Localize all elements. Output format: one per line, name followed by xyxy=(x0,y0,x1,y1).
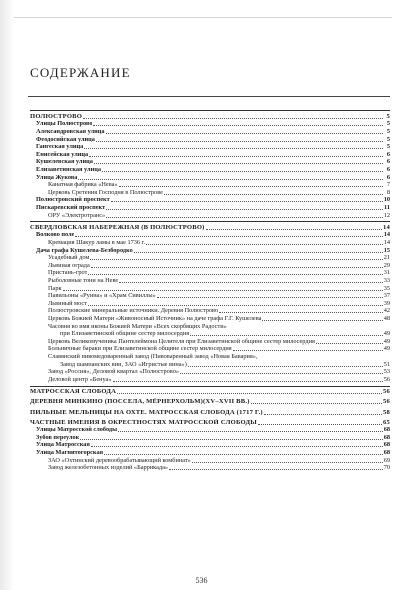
toc-entry[interactable] xyxy=(30,409,390,417)
toc-entry-title: Полюстровский проспект xyxy=(36,196,110,204)
toc-entry-page: 48 xyxy=(383,315,390,322)
toc-entry-title: Гангеская улица xyxy=(36,143,84,151)
toc-entry-page: 49 xyxy=(383,330,390,338)
toc-entry-page: 68 xyxy=(383,449,390,457)
toc-entry-page: 14 xyxy=(383,223,390,231)
toc-entry-title: Улица Магнитогорская xyxy=(36,449,104,457)
toc-entry-page: 12 xyxy=(383,211,390,219)
toc-entry-page: 5 xyxy=(386,112,390,120)
toc-entry-title: Часовня во имя иконы Божией Матери «Всех скорбящих Радости» xyxy=(48,322,227,330)
dot-leader xyxy=(93,125,383,126)
toc-entry-page: 15 xyxy=(383,246,390,254)
toc-entry[interactable] xyxy=(30,120,390,128)
dot-leader xyxy=(91,446,383,447)
toc-entry-page: 6 xyxy=(386,150,390,158)
toc-entry[interactable] xyxy=(30,269,390,277)
dot-leader xyxy=(80,439,382,440)
toc-entry-page: 37 xyxy=(383,292,390,300)
toc-entry-title: ДЕРЕВНЯ МИНКИНО (ПОССЕЛА, МЁРНЕРХОЛЬМ)(XV–XVII ВВ.) xyxy=(30,398,250,406)
dot-leader xyxy=(169,469,383,470)
toc-entry-title: Деловой центр «Бенуа» xyxy=(48,375,112,383)
toc-entry-page: 5 xyxy=(386,143,390,151)
toc-entry-title: Улица Жукова xyxy=(36,173,78,181)
toc-entry-title: Кушелевская улица xyxy=(36,158,93,166)
toc-entry-page: 6 xyxy=(386,158,390,166)
toc-entry-page: 14 xyxy=(383,231,390,239)
toc-entry[interactable] xyxy=(30,151,390,159)
dot-leader xyxy=(84,148,383,149)
toc-entry-page: 65 xyxy=(383,418,390,426)
dot-leader xyxy=(106,209,383,210)
toc-entry[interactable] xyxy=(30,239,390,247)
toc-entry-title: Завод железобетонных изделий «Баррикада» xyxy=(48,464,169,472)
toc-entry-page: 49 xyxy=(383,337,390,345)
toc-entry-title: Церковь Великомученика Пантелеймона Целителя при Елизаветинской общине сестер милосердия xyxy=(48,337,315,345)
dot-leader xyxy=(89,156,383,157)
toc-entry-page: 14 xyxy=(383,239,390,247)
toc-entry-page: 5 xyxy=(386,135,390,143)
toc-entry[interactable] xyxy=(30,457,390,465)
toc-entry[interactable] xyxy=(30,368,390,376)
dot-leader xyxy=(192,462,383,463)
toc-entry-title: Елизаветинская улица xyxy=(36,165,101,173)
toc-entry[interactable] xyxy=(30,307,390,315)
title-rule xyxy=(28,96,390,97)
toc-entry[interactable] xyxy=(30,221,390,231)
toc-entry[interactable] xyxy=(30,338,390,346)
toc-entry-title: Львиный мост xyxy=(48,299,87,307)
toc-entry-title: Рыболовные тони на Неве xyxy=(48,277,119,285)
dot-leader xyxy=(134,252,383,253)
toc-entry-title: ПОЛЮСТРОВО xyxy=(30,112,83,120)
toc-entry[interactable] xyxy=(30,361,390,369)
dot-leader xyxy=(78,179,383,180)
dot-leader xyxy=(118,431,383,432)
dot-leader xyxy=(102,171,383,172)
toc-entry[interactable] xyxy=(30,353,390,361)
toc-entry[interactable] xyxy=(30,434,390,442)
dot-leader xyxy=(106,133,383,134)
toc-entry[interactable] xyxy=(30,323,390,331)
toc-entry-title: при Елизаветинской общине сестер милосердия xyxy=(60,330,190,338)
dot-leader xyxy=(119,186,383,187)
toc-entry[interactable] xyxy=(30,254,390,262)
dot-leader xyxy=(188,366,383,367)
toc-entry-title: Пискаревский проспект xyxy=(36,203,106,211)
dot-leader xyxy=(113,381,383,382)
dot-leader xyxy=(164,194,383,195)
toc-entry[interactable] xyxy=(30,330,390,338)
toc-entry-page: 33 xyxy=(383,277,390,285)
toc-entry[interactable] xyxy=(30,128,390,136)
toc-entry[interactable] xyxy=(30,174,390,182)
toc-entry-page: 10 xyxy=(383,196,390,204)
toc-entry[interactable] xyxy=(30,158,390,166)
toc-entry-page: 53 xyxy=(383,368,390,376)
toc-entry[interactable] xyxy=(30,426,390,434)
dot-leader xyxy=(146,244,383,245)
dot-leader xyxy=(75,236,382,237)
toc-entry-page: 70 xyxy=(383,464,390,472)
toc-entry-page: 29 xyxy=(383,261,390,269)
toc-entry[interactable] xyxy=(30,419,390,427)
running-head xyxy=(14,3,392,18)
toc-entry-title: Улицы Полюстрово xyxy=(36,120,93,128)
toc-entry[interactable] xyxy=(30,196,390,204)
toc-entry-title: Церковь Сретения Господня в Полюстрове xyxy=(48,188,163,196)
toc-entry-page: 6 xyxy=(386,165,390,173)
dot-leader xyxy=(96,141,383,142)
toc-entry-title: Славянский пивомедоваренный завод (Пивоваренный завод «Новая Бавария», xyxy=(48,352,258,360)
toc-entry-page: 7 xyxy=(386,181,390,189)
toc-entry[interactable] xyxy=(30,292,390,300)
toc-entry[interactable] xyxy=(30,189,390,197)
toc-entry-page: 31 xyxy=(383,269,390,277)
toc-entry-title: Больничные бараки при Елизаветинской общине сестер милосердия xyxy=(48,345,232,353)
dot-leader xyxy=(94,163,383,164)
toc-entry-title: Улица Матросская xyxy=(36,441,90,449)
toc-entry-page: 56 xyxy=(383,398,390,406)
toc-entry[interactable] xyxy=(30,376,390,384)
dot-leader xyxy=(91,267,383,268)
toc-entry[interactable] xyxy=(30,464,390,472)
page-number: 536 xyxy=(195,576,208,585)
toc-entry[interactable] xyxy=(30,181,390,189)
toc-entry[interactable] xyxy=(30,285,390,293)
dot-leader xyxy=(104,454,383,455)
dot-leader xyxy=(90,259,382,260)
page-title: СОДЕРЖАНИЕ xyxy=(30,65,131,80)
toc-entry[interactable] xyxy=(30,262,390,270)
toc-entry-title: Полюстровские минеральные источники. Деревня Полюстрово xyxy=(48,307,219,315)
toc-entry-title: Феодосийская улица xyxy=(36,135,95,143)
toc-entry-page: 8 xyxy=(386,188,390,196)
toc-entry-page: 51 xyxy=(383,360,390,368)
toc-entry[interactable] xyxy=(30,315,390,323)
toc-entry[interactable] xyxy=(30,449,390,457)
dot-leader xyxy=(262,320,382,321)
dot-leader xyxy=(233,350,383,351)
toc-entry[interactable] xyxy=(30,441,390,449)
dot-leader xyxy=(190,335,383,336)
toc-entry-page: 68 xyxy=(383,441,390,449)
toc-entry-page: 35 xyxy=(383,284,390,292)
dot-leader xyxy=(117,393,382,394)
toc-entry-title: ОРУ «Электротранс» xyxy=(48,211,106,219)
toc-entry-page: 56 xyxy=(383,388,390,396)
toc-entry-page: 39 xyxy=(383,299,390,307)
toc-entry-title: Завод шампанских вин, ЗАО «Игристые вина») xyxy=(60,360,187,368)
toc-entry-title: Усадебный дом xyxy=(48,254,90,262)
toc-entry-title: Павильоны «Руина» и «Храм Сивиллы» xyxy=(48,292,156,300)
dot-leader xyxy=(251,403,382,404)
toc-entry-title: ПИЛЬНЫЕ МЕЛЬНИЦЫ НА ОХТЕ. МАТРОССКАЯ СЛОБОДА (1717 Г.) xyxy=(30,408,263,416)
toc-entry-page: 5 xyxy=(386,120,390,128)
toc-entry-title: Зубов переулок xyxy=(36,433,80,441)
table-of-contents xyxy=(30,108,390,472)
toc-entry-title: ЗАО «Охтинский деревообрабатывающий комбинат» xyxy=(48,456,191,464)
toc-entry-title: Енисейская улица xyxy=(36,150,89,158)
dot-leader xyxy=(180,373,383,374)
toc-entry-page: 49 xyxy=(383,345,390,353)
toc-entry-title: Пристань-грот xyxy=(48,269,88,277)
toc-entry[interactable] xyxy=(30,300,390,308)
toc-entry[interactable] xyxy=(30,110,390,120)
dot-leader xyxy=(106,217,383,218)
toc-entry-title: Кремация Шакур ламы в мае 1736 г. xyxy=(48,239,146,247)
dot-leader xyxy=(63,290,383,291)
toc-entry-title: Дача графа Кушелева-Безбородко xyxy=(36,246,133,254)
toc-entry-title: Завод «Россия», Деловой квартал «Полюстрово» xyxy=(48,368,180,376)
toc-entry-page: 68 xyxy=(383,426,390,434)
toc-entry-page: 56 xyxy=(383,375,390,383)
toc-entry-page: 68 xyxy=(383,433,390,441)
toc-entry-title: Канатная фабрика «Нева» xyxy=(48,181,118,189)
toc-entry[interactable] xyxy=(30,212,390,220)
toc-entry-page: 42 xyxy=(383,307,390,315)
dot-leader xyxy=(206,229,382,230)
dot-leader xyxy=(316,343,383,344)
toc-entry-page: 21 xyxy=(383,254,390,262)
toc-entry[interactable] xyxy=(30,247,390,255)
toc-entry[interactable] xyxy=(30,231,390,239)
toc-entry-title: ЧАСТНЫЕ ИМЕНИЯ В ОКРЕСТНОСТЯХ МАТРОССКОЙ СЛОБОДЫ xyxy=(30,418,257,426)
toc-entry-title: Парк xyxy=(48,284,62,292)
toc-entry-title: СВЕРДЛОВСКАЯ НАБЕРЕЖНАЯ (В ПОЛЮСТРОВО) xyxy=(30,223,205,231)
dot-leader xyxy=(157,297,383,298)
dot-leader xyxy=(119,282,383,283)
dot-leader xyxy=(219,312,383,313)
toc-entry-page: 58 xyxy=(383,408,390,416)
toc-entry[interactable] xyxy=(30,204,390,212)
toc-entry-title: Александровская улица xyxy=(36,127,105,135)
dot-leader xyxy=(88,274,382,275)
toc-entry-title: Волково поле xyxy=(36,231,75,239)
toc-entry-title: МАТРОССКАЯ СЛОБОДА xyxy=(30,388,117,396)
toc-entry[interactable] xyxy=(30,143,390,151)
dot-leader xyxy=(264,414,382,415)
toc-entry-page: 69 xyxy=(383,456,390,464)
toc-entry[interactable] xyxy=(30,136,390,144)
toc-entry-page: 11 xyxy=(384,203,390,211)
dot-leader xyxy=(83,118,383,119)
toc-entry-title: Церковь Божией Матери «Живоносный Источник» на даче графа Г.Г. Кушелева xyxy=(48,315,262,322)
toc-entry[interactable] xyxy=(30,386,390,396)
toc-entry-page: 6 xyxy=(386,173,390,181)
toc-entry[interactable] xyxy=(30,345,390,353)
dot-leader xyxy=(111,201,383,202)
toc-entry[interactable] xyxy=(30,277,390,285)
toc-entry[interactable] xyxy=(30,166,390,174)
toc-entry-page: 5 xyxy=(386,127,390,135)
dot-leader xyxy=(258,424,382,425)
toc-entry-title: Улицы Матросской слободы xyxy=(36,426,118,434)
dot-leader xyxy=(88,305,383,306)
toc-entry-title: Львиная ограда xyxy=(48,261,90,269)
toc-entry[interactable] xyxy=(30,398,390,406)
